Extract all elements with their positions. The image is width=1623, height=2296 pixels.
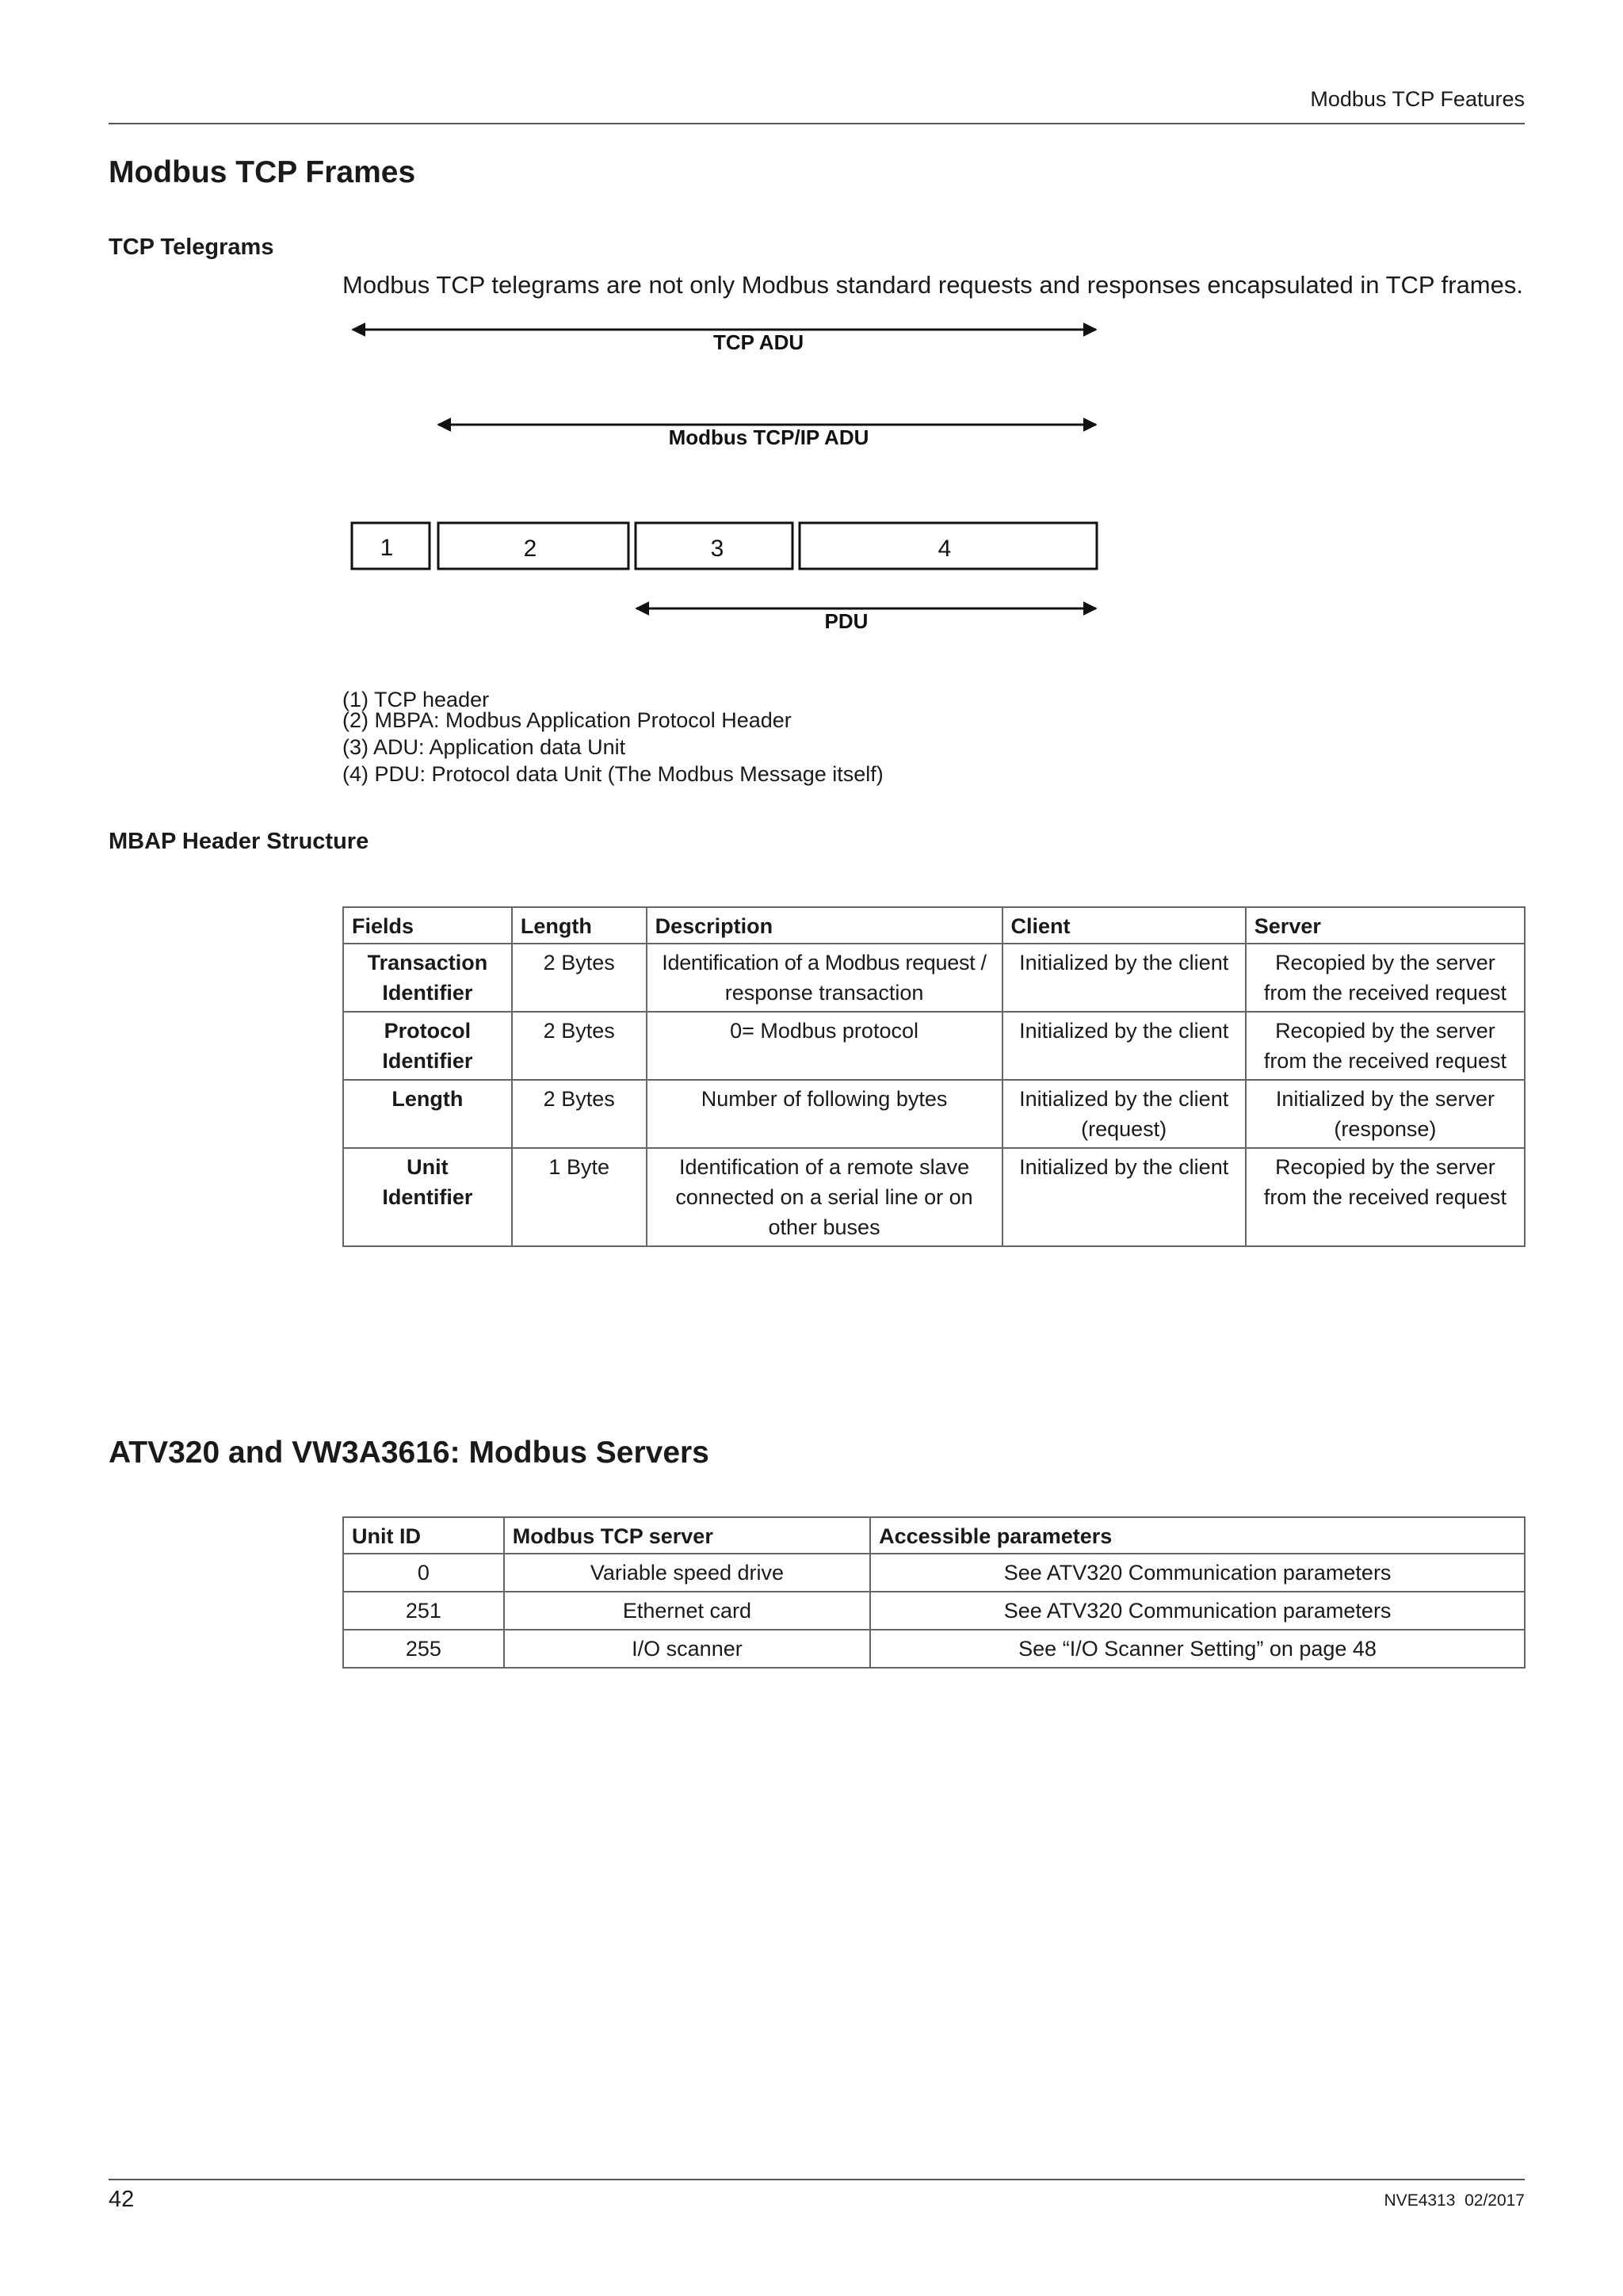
- parameters-cell: See ATV320 Communication parameters: [870, 1554, 1525, 1592]
- table-header-row: [343, 1517, 1525, 1554]
- description-line: Identification of a Modbus request /: [662, 951, 987, 974]
- table-row: [343, 944, 1525, 1012]
- field-cell: [343, 1080, 512, 1148]
- subsection-title-mbap: MBAP Header Structure: [109, 829, 369, 854]
- table-row: [343, 1592, 1525, 1630]
- server-line: Recopied by the server: [1275, 1019, 1495, 1043]
- frame-box-4-label: 4: [938, 536, 952, 562]
- frame-box-3-label: 3: [710, 536, 724, 562]
- legend-item: (3) ADU: Application data Unit: [342, 735, 626, 759]
- field-line: Unit: [407, 1155, 449, 1179]
- column-header: Accessible parameters: [870, 1517, 1525, 1554]
- table-row: [343, 1012, 1525, 1080]
- legend-item: (2) MBPA: Modbus Application Protocol Header: [342, 708, 792, 732]
- server-line: Recopied by the server: [1275, 1155, 1495, 1179]
- table-row: [343, 1080, 1525, 1148]
- tcp-frame-diagram: [337, 313, 1113, 654]
- field-line: Length: [391, 1087, 464, 1111]
- table-row: [343, 1554, 1525, 1592]
- client-line: Initialized by the client: [1019, 1019, 1229, 1043]
- pdu-label: PDU: [824, 609, 869, 633]
- subsection-title-tcp-telegrams: TCP Telegrams: [109, 235, 274, 260]
- description-line: Identification of a remote slave: [678, 1155, 970, 1179]
- field-line: Identifier: [382, 1049, 473, 1073]
- intro-paragraph: Modbus TCP telegrams are not only Modbus standard requests and responses encapsulated in TCP frames.: [342, 271, 1523, 299]
- section-title-modbus-servers: ATV320 and VW3A3616: Modbus Servers: [109, 1436, 709, 1470]
- field-line: Identifier: [382, 1185, 473, 1209]
- column-header: Modbus TCP server: [504, 1517, 870, 1554]
- table-row: [343, 1630, 1525, 1668]
- server-line: Recopied by the server: [1275, 951, 1495, 974]
- footer-rule: [109, 2179, 1525, 2180]
- client-line: (request): [1081, 1117, 1167, 1141]
- server-cell: Variable speed drive: [504, 1554, 870, 1592]
- column-header: Client: [1002, 907, 1246, 944]
- description-line: Number of following bytes: [701, 1087, 948, 1111]
- client-line: Initialized by the client: [1019, 951, 1229, 974]
- parameters-cell: See ATV320 Communication parameters: [870, 1592, 1525, 1630]
- server-line: from the received request: [1263, 981, 1507, 1005]
- frame-box-2-label: 2: [523, 536, 537, 562]
- column-header: Length: [512, 907, 647, 944]
- column-header: Unit ID: [343, 1517, 504, 1554]
- modbus-tcp-ip-adu-label: Modbus TCP/IP ADU: [668, 425, 869, 449]
- description-line: response transaction: [724, 981, 924, 1005]
- server-line: (response): [1334, 1117, 1437, 1141]
- legend-item: (1) TCP header: [342, 688, 490, 711]
- field-line: Identifier: [382, 981, 473, 1005]
- section-title-modbus-tcp-frames: Modbus TCP Frames: [109, 155, 416, 189]
- column-header: Description: [647, 907, 1002, 944]
- client-cell: [1002, 944, 1246, 1012]
- field-cell: [343, 1148, 512, 1246]
- description-cell: [647, 1012, 1002, 1080]
- header-rule: [109, 123, 1525, 124]
- server-line: from the received request: [1263, 1185, 1507, 1209]
- server-cell: [1246, 1148, 1525, 1246]
- description-cell: [647, 1080, 1002, 1148]
- table-row: [343, 1148, 1525, 1246]
- server-cell: Ethernet card: [504, 1592, 870, 1630]
- field-line: Protocol: [384, 1019, 472, 1043]
- running-header: Modbus TCP Features: [1310, 87, 1525, 111]
- server-cell: [1246, 944, 1525, 1012]
- unit-id-cell: 255: [343, 1630, 504, 1668]
- description-line: connected on a serial line or on: [675, 1185, 973, 1209]
- legend-item: (4) PDU: Protocol data Unit (The Modbus Message itself): [342, 762, 884, 786]
- description-line: other buses: [768, 1215, 880, 1239]
- description-cell: [647, 1148, 1002, 1246]
- field-cell: [343, 1012, 512, 1080]
- description-cell: [647, 944, 1002, 1012]
- page-number: 42: [109, 2187, 135, 2212]
- tcp-adu-label: TCP ADU: [713, 330, 804, 354]
- server-line: from the received request: [1263, 1049, 1507, 1073]
- diagram-legend: [342, 686, 884, 788]
- modbus-servers-table: [342, 1516, 1526, 1669]
- column-header: Fields: [343, 907, 512, 944]
- client-cell: [1002, 1148, 1246, 1246]
- server-cell: [1246, 1080, 1525, 1148]
- frame-box-1-label: 1: [380, 535, 394, 561]
- server-cell: I/O scanner: [504, 1630, 870, 1668]
- length-cell: 1 Byte: [512, 1148, 647, 1246]
- unit-id-cell: 251: [343, 1592, 504, 1630]
- client-cell: [1002, 1080, 1246, 1148]
- document-code: NVE4313 02/2017: [1384, 2191, 1525, 2210]
- client-line: Initialized by the client: [1019, 1087, 1229, 1111]
- client-cell: [1002, 1012, 1246, 1080]
- unit-id-cell: 0: [343, 1554, 504, 1592]
- mbap-header-table: [342, 906, 1526, 1247]
- length-cell: 2 Bytes: [512, 944, 647, 1012]
- server-cell: [1246, 1012, 1525, 1080]
- length-cell: 2 Bytes: [512, 1012, 647, 1080]
- table-header-row: [343, 907, 1525, 944]
- description-line: 0= Modbus protocol: [730, 1019, 918, 1043]
- parameters-cell: See “I/O Scanner Setting” on page 48: [870, 1630, 1525, 1668]
- column-header: Server: [1246, 907, 1525, 944]
- field-cell: [343, 944, 512, 1012]
- field-line: Transaction: [367, 951, 488, 974]
- length-cell: 2 Bytes: [512, 1080, 647, 1148]
- client-line: Initialized by the client: [1019, 1155, 1229, 1179]
- server-line: Initialized by the server: [1275, 1087, 1495, 1111]
